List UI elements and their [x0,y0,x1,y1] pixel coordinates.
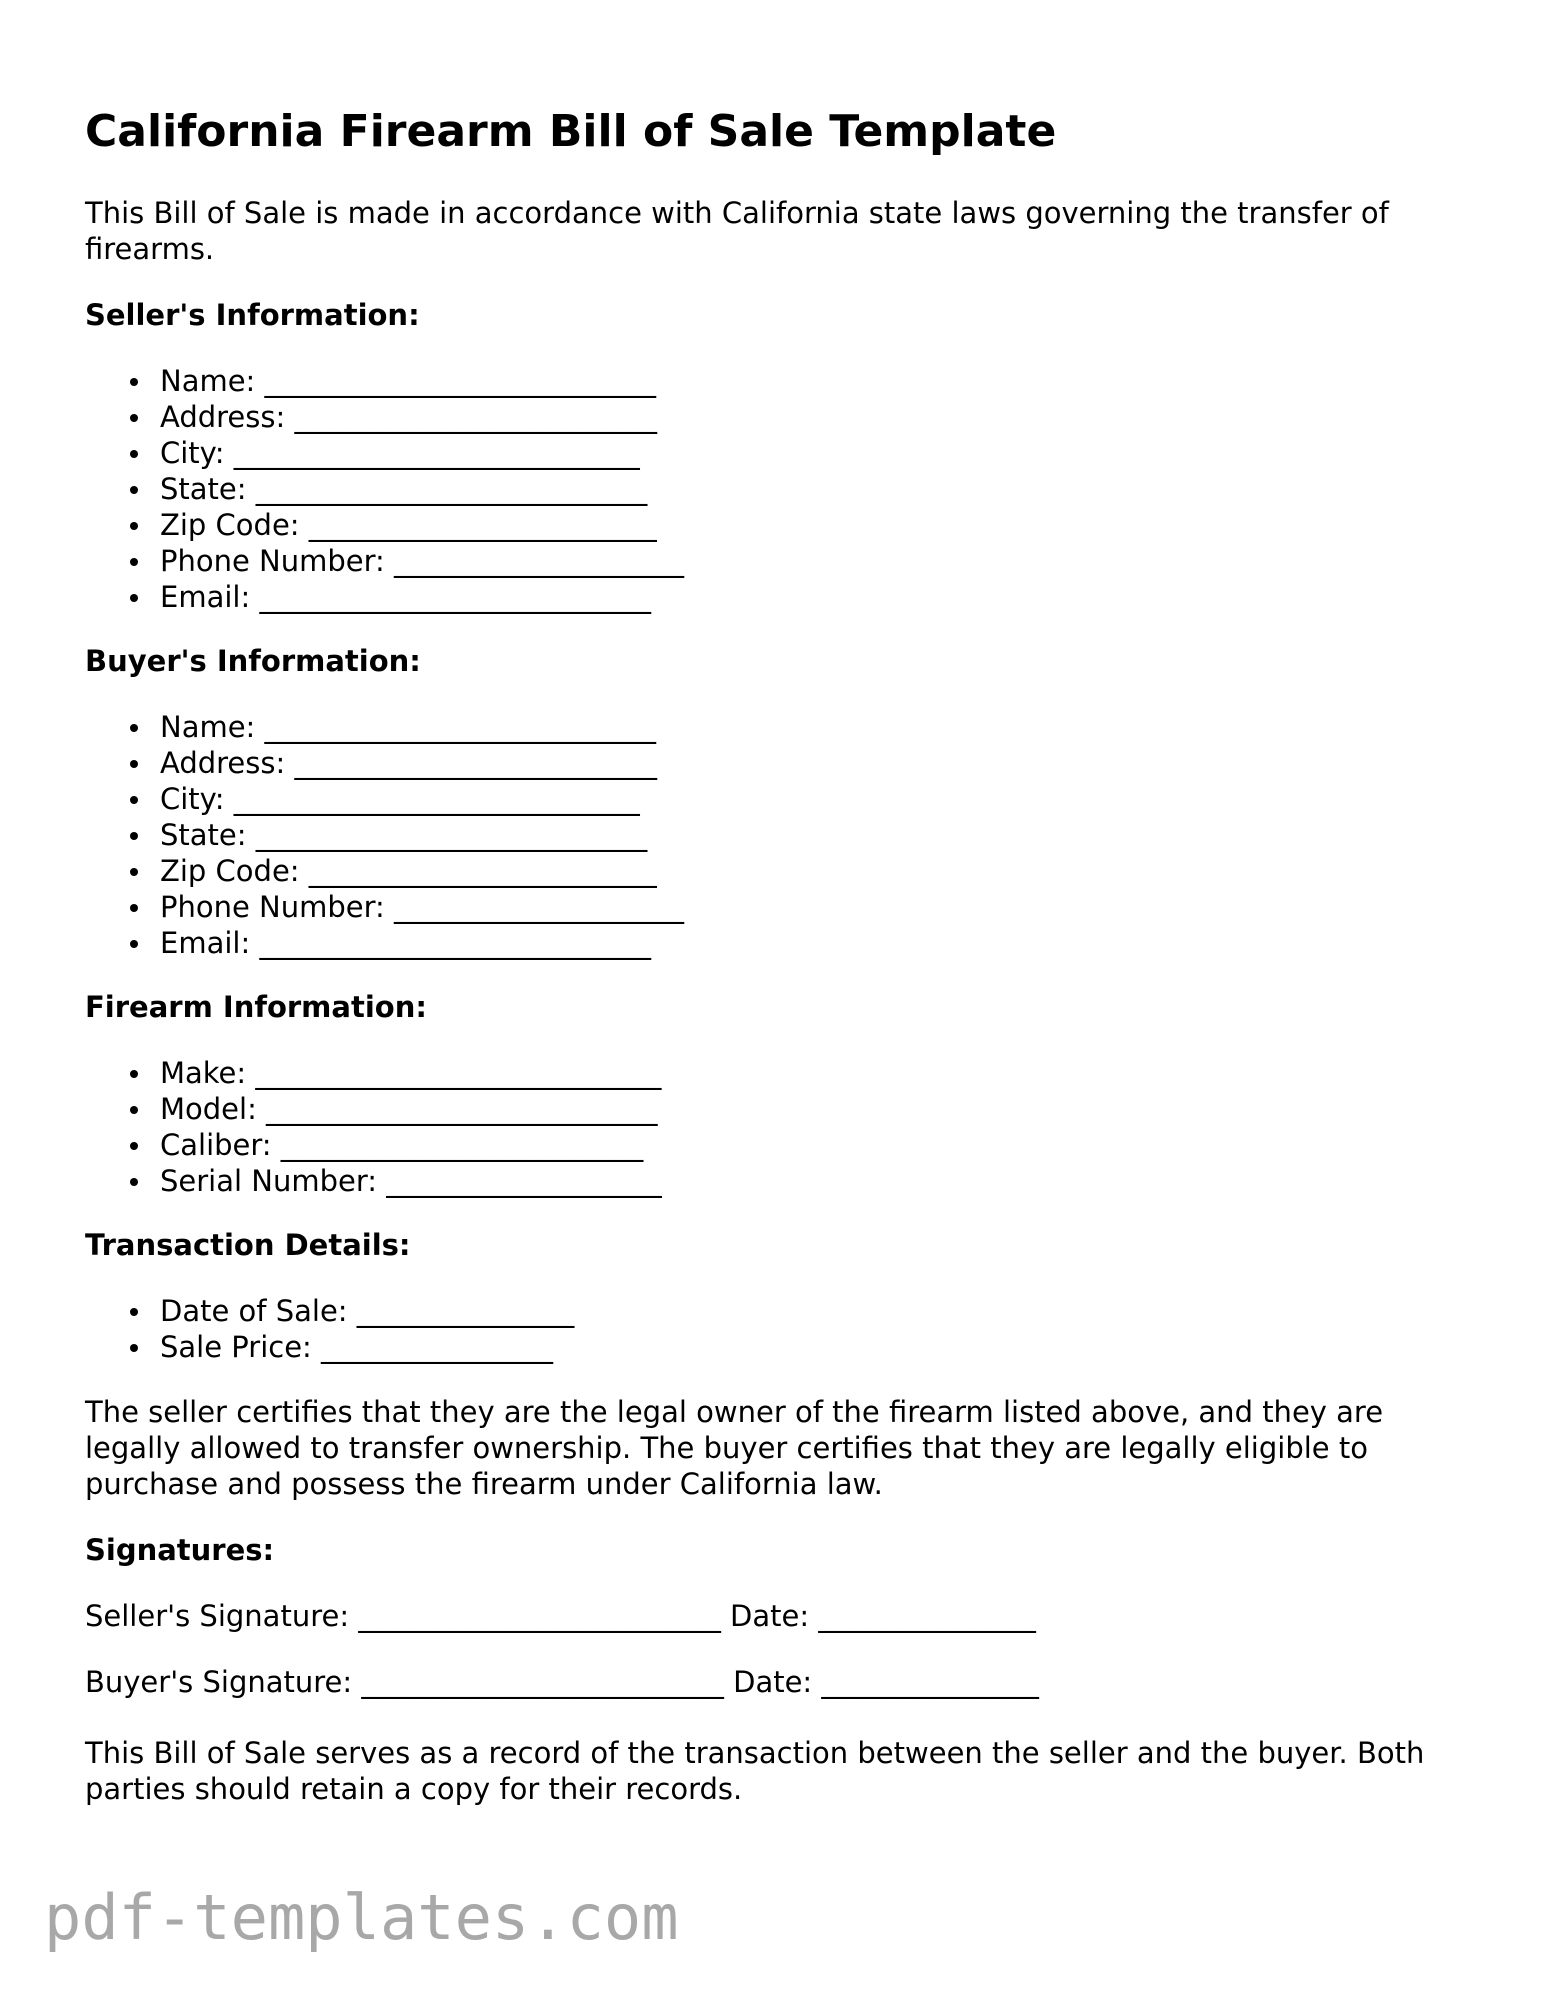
buyer-name-field: Name: ___________________________ [85,709,684,745]
seller-city-field: City: ____________________________ [85,435,684,471]
watermark-text: pdf-templates.com [44,1881,679,1954]
seller-phone-field: Phone Number: ____________________ [85,543,684,579]
buyer-phone-field: Phone Number: ____________________ [85,889,684,925]
seller-info-list [85,363,684,615]
certification-paragraph: The seller certifies that they are the legal owner of the firearm listed above, and they are legally allowed to transfer ownership. The buyer certifies that they are legally eligible to purchase and possess the firearm under California law. [85,1395,1384,1501]
buyer-state-field: State: ___________________________ [85,817,684,853]
transaction-list [85,1293,574,1365]
buyer-address-field: Address: _________________________ [85,745,684,781]
sale-price-field: Sale Price: ________________ [85,1329,574,1365]
buyer-email-field: Email: ___________________________ [85,925,684,961]
seller-address-field: Address: _________________________ [85,399,684,435]
seller-signature-line: Seller's Signature: _________________________ Date: _______________ [85,1599,1036,1633]
closing-paragraph: This Bill of Sale serves as a record of the transaction between the seller and the buyer. Both parties should retain a copy for their records. [85,1736,1425,1806]
buyer-city-field: City: ____________________________ [85,781,684,817]
firearm-model-field: Model: ___________________________ [85,1091,662,1127]
seller-email-field: Email: ___________________________ [85,579,684,615]
transaction-heading: Transaction Details: [85,1228,411,1262]
firearm-heading: Firearm Information: [85,990,427,1024]
buyer-heading: Buyer's Information: [85,644,421,678]
seller-state-field: State: ___________________________ [85,471,684,507]
firearm-make-field: Make: ____________________________ [85,1055,662,1091]
firearm-serial-field: Serial Number: ___________________ [85,1163,662,1199]
firearm-caliber-field: Caliber: _________________________ [85,1127,662,1163]
buyer-signature-line: Buyer's Signature: _________________________ Date: _______________ [85,1665,1039,1699]
firearm-info-list [85,1055,662,1199]
sale-date-field: Date of Sale: _______________ [85,1293,574,1329]
seller-heading: Seller's Information: [85,298,420,332]
intro-paragraph: This Bill of Sale is made in accordance with California state laws governing the transfer of firearms. [85,196,1389,266]
buyer-zip-field: Zip Code: ________________________ [85,853,684,889]
buyer-info-list [85,709,684,961]
seller-name-field: Name: ___________________________ [85,363,684,399]
seller-zip-field: Zip Code: ________________________ [85,507,684,543]
document-title: California Firearm Bill of Sale Template [85,106,1057,157]
signatures-heading: Signatures: [85,1533,275,1567]
